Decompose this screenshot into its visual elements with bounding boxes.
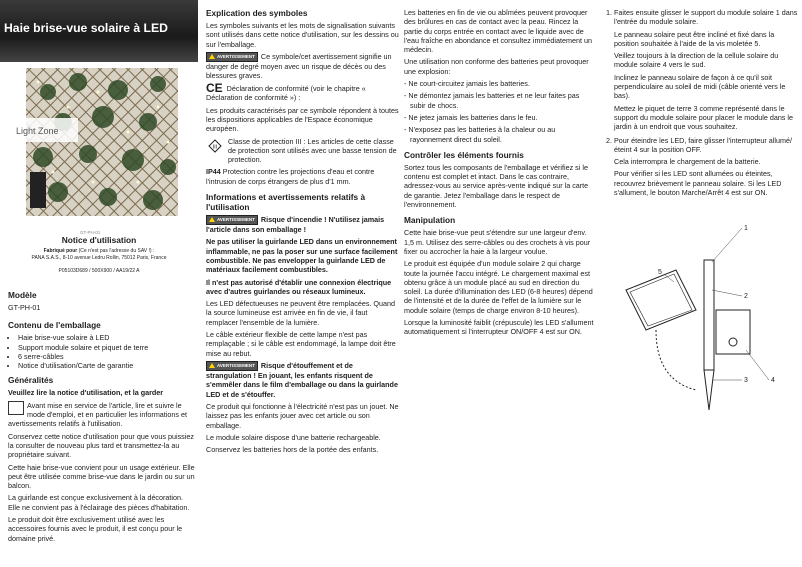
list-item: - Ne court-circuitez jamais les batteries. <box>404 79 530 89</box>
diagram-label: 3 <box>744 377 748 384</box>
safety-p6: Le module solaire dispose d'une batterie rechargeable. <box>206 432 381 442</box>
handling-p1: Cette haie brise-vue peut s'étendre sur une largeur d'env. 1,5 m. Utilisez des serre-câbles ou des crochets à vis pour fixer ou accrocher la haie à la largeur voulue. <box>404 228 591 256</box>
diagram-label: 5 <box>658 269 662 276</box>
handling-p2: Le produit est équipée d'un module solaire 2 qui charge toute la journée l'accu intégré. Le chargement maximal est obtenu grâce à un module placé au sud en direction du soleil. La durée d'illumination des LED (6-8 heures) dépend de l'intensité et de la durée de l'effet de la lumière sur le module solaire (temps de charge environ 8-10 heures). <box>404 259 593 315</box>
fire-p1: Ne pas utiliser la guirlande LED dans un environnement inflammable, ne pas la poser sur une surface facilement combustible. Ne pas envelopper la guirlande LED de matériaux facilement combustibles. <box>206 237 398 275</box>
general-p5: Le produit doit être exclusivement utilisé avec les accessoires fournis avec le produit, il est conçu pour le domaine privé. <box>8 515 183 543</box>
contents-list <box>8 333 196 370</box>
warning-triangle-icon <box>209 363 215 368</box>
safety-p3: Les LED défectueuses ne peuvent être remplacées. Quand la source lumineuse est arrivée en fin de vie, il faut remplacer l'ensemble de la lumière. <box>206 299 395 327</box>
class3-icon <box>208 139 222 153</box>
general-p3: Cette haie brise-vue convient pour un usage extérieur. Elle peut être utilisée comme brise-vue dans le jardin ou sur un balcon. <box>8 462 195 491</box>
column-steps <box>602 8 798 201</box>
warning-symbol-row: AVERTISSEMENT Ce symbole/cet avertissement signifie un danger de degré moyen avec un risque de décès ou des blessures graves. <box>206 51 392 81</box>
solar-panel <box>626 270 696 330</box>
ce-mark-icon: CE <box>206 81 223 96</box>
step-1b: Le panneau solaire peut être incliné et fixé dans la position souhaitée à l'aide de la vis moletée 5. <box>614 29 775 48</box>
step-2 <box>614 136 798 198</box>
step-2b: Cela interrompra le chargement de la batterie. <box>614 157 761 167</box>
warning-badge: AVERTISSEMENT <box>206 52 258 62</box>
batteries-p2: Une utilisation non conforme des batteries peut provoquer une explosion: <box>404 57 589 76</box>
warning-badge: AVERTISSEMENT <box>206 361 258 371</box>
step-2c: Pour vérifier si les LED sont allumées ou éteintes, recouvrez brièvement le panneau solaire. Si les LED s'allument, le bouton Marche/Arrêt 4 est sur ON. <box>614 169 782 198</box>
step-1 <box>614 8 798 132</box>
column-handling <box>404 8 594 340</box>
warning-badge: AVERTISSEMENT <box>206 215 258 225</box>
handling-p3: Lorsque la luminosité faiblit (crépuscule) les LED s'allument automatiquement si l'interrupteur ON/OFF 4 est sur ON. <box>404 318 594 337</box>
step-1c: Veillez toujours à la direction de la cellule solaire du module solaire 4 vers le sud. <box>614 51 779 70</box>
list-item: - N'exposez pas les batteries à la chaleur ou au rayonnement direct du soleil. <box>404 125 556 144</box>
model-value: GT-PH-01 <box>8 303 41 312</box>
cable <box>656 330 696 390</box>
list-item: • Notice d'utilisation/Carte de garantie <box>18 361 196 370</box>
general-p4: La guirlande est conçue exclusivement à la décoration. Elle ne convient pas à l'éclairage des pièces d'habitation. <box>8 493 190 512</box>
general-p1: Avant mise en service de l'article, lire et suivre le mode d'emploi, et en particulier les informations et avertissements relatifs à l'utilisation. <box>8 400 187 429</box>
list-item: • Haie brise-vue solaire à LED <box>18 333 196 342</box>
notice-title: Notice d'utilisation <box>61 235 137 245</box>
manufacturer: Fabriqué pour (Ce n'est pas l'adresse du SAV !) : PANA S.A.S., 8-10 avenue Ledru Rollin, 75012 Paris, France <box>31 248 167 261</box>
ce-text2: Les produits caractérisés par ce symbole répondent à toutes les dispositions applicables de l'Espace économique européen. <box>206 105 399 134</box>
symbols-intro: Les symboles suivants et les mots de signalisation suivants sont utilisés dans cette notice d'utilisation, sur les dessins ou sur l'emballage. <box>206 21 399 49</box>
list-item: • 6 serre-câbles <box>18 352 196 361</box>
batteries-p1: Les batteries en fin de vie ou abîmées peuvent provoquer des brûlures en cas de contact avec la peau. Rincez la partie du corps entrée en contact avec le liquide avec de l'eau fraîche en abondance et consultez immédiatement un médecin. <box>404 8 592 55</box>
fire-warning: AVERTISSEMENT Risque d'incendie ! N'utilisez jamais l'article dans son emballage ! <box>206 214 385 235</box>
list-item: - Ne démontez jamais les batteries et ne leur faites pas subir de chocs. <box>404 91 580 110</box>
ip-row: IP44 Protection contre les projections d'eau et contre l'intrusion de corps étrangers de plus d'1 mm. <box>206 167 375 186</box>
step-2a: 2. Pour éteindre les LED, faire glisser l'interrupteur allumé/éteint 4 sur la position OFF. <box>614 135 792 154</box>
step-1d: Inclinez le panneau solaire de façon à ce qu'il soit perpendiculaire au soleil de midi (câble orienté vers le bas). <box>614 72 786 101</box>
safety-heading: Informations et avertissements relatifs à l'utilisation <box>206 191 366 212</box>
warning-triangle-icon <box>209 54 215 59</box>
svg-text:III: III <box>212 144 218 150</box>
list-item: • Support module solaire et piquet de terre <box>18 343 196 352</box>
ce-row: CE Déclaration de conformité (voir le chapitre « Déclaration de conformité ») : <box>206 81 366 103</box>
step-1e: Mettez le piquet de terre 3 comme représenté dans le support du module solaire pour placer le module dans le jardin à un endroit que vous souhaitez. <box>614 103 793 132</box>
column-symbols <box>206 8 400 457</box>
symbols-heading: Explication des symboles <box>206 8 308 18</box>
book-icon <box>8 401 24 415</box>
general-subheading: Veuillez lire la notice d'utilisation, et la garder <box>8 388 164 398</box>
model-heading: Modèle <box>8 290 37 300</box>
check-heading: Contrôler les éléments fournis <box>404 149 524 160</box>
solar-stake <box>30 172 46 208</box>
product-title: Haie brise-vue solaire à LED <box>4 21 168 35</box>
fire-p2: Il n'est pas autorisé d'établir une connexion électrique avec d'autres guirlandes ou réseaux lumineux. <box>206 277 392 296</box>
general-heading: Généralités <box>8 375 54 386</box>
solar-module-diagram <box>616 225 786 420</box>
stake <box>704 260 714 410</box>
general-p2: Conservez cette notice d'utilisation pour que vous puissiez la consulter de nouveau plus tard et transmettez-la au propriétaire suivant. <box>8 431 194 460</box>
notice-block <box>0 236 198 277</box>
diagram-label: 4 <box>771 377 775 384</box>
diagram-label: 1 <box>744 225 748 232</box>
step-1a: 1. Faites ensuite glisser le support du module solaire 1 dans l'entrée du module solaire. <box>614 8 798 27</box>
safety-p7: Conservez les batteries hors de la portée des enfants. <box>206 445 379 455</box>
steps-list <box>602 8 798 197</box>
choke-warning: AVERTISSEMENT Risque d'étouffement et de strangulation ! En jouant, les enfants risquent de s'emmêler dans le film d'emballage ou dans la guirlande LED et de s'étouffer. <box>206 360 398 399</box>
safety-p4: Le câble extérieur flexible de cette lampe n'est pas remplaçable ; si le câble est endommagé, la lampe doit être mise au rebut. <box>206 330 396 358</box>
safety-p5: Ce produit qui fonctionne à l'électricité n'est pas un jouet. Ne laissez pas les enfants jouer avec cet article ou son emballage. <box>206 401 399 430</box>
brand-logo: Light Zone <box>16 126 59 136</box>
list-item: - Ne jetez jamais les batteries dans le feu. <box>404 112 538 122</box>
diagram-label: 2 <box>744 293 748 300</box>
title-banner <box>0 0 198 62</box>
check-text: Sortez tous les composants de l'emballage et vérifiez si le contenu est complet et intact. Dans le cas contraire, adressez-vous au service après-vente indiqué sur la carte de garantie. Jetez l'emballage dans le respect de l'environnement. <box>404 162 589 210</box>
column1-body <box>8 290 196 546</box>
product-photo <box>8 62 190 222</box>
class3-row: III Classe de protection III : Les articles de cette classe de protection sont utilisés avec une basse tension de protection. <box>206 137 400 165</box>
handling-heading: Manipulation <box>404 215 456 226</box>
product-codes: P05103D689 / 500X900 / AA19/22 A <box>58 268 140 275</box>
controller-box <box>716 310 750 354</box>
warning-triangle-icon <box>209 217 215 222</box>
photo-caption: GT-PH-01 <box>80 230 101 235</box>
contents-heading: Contenu de l'emballage <box>8 320 101 331</box>
